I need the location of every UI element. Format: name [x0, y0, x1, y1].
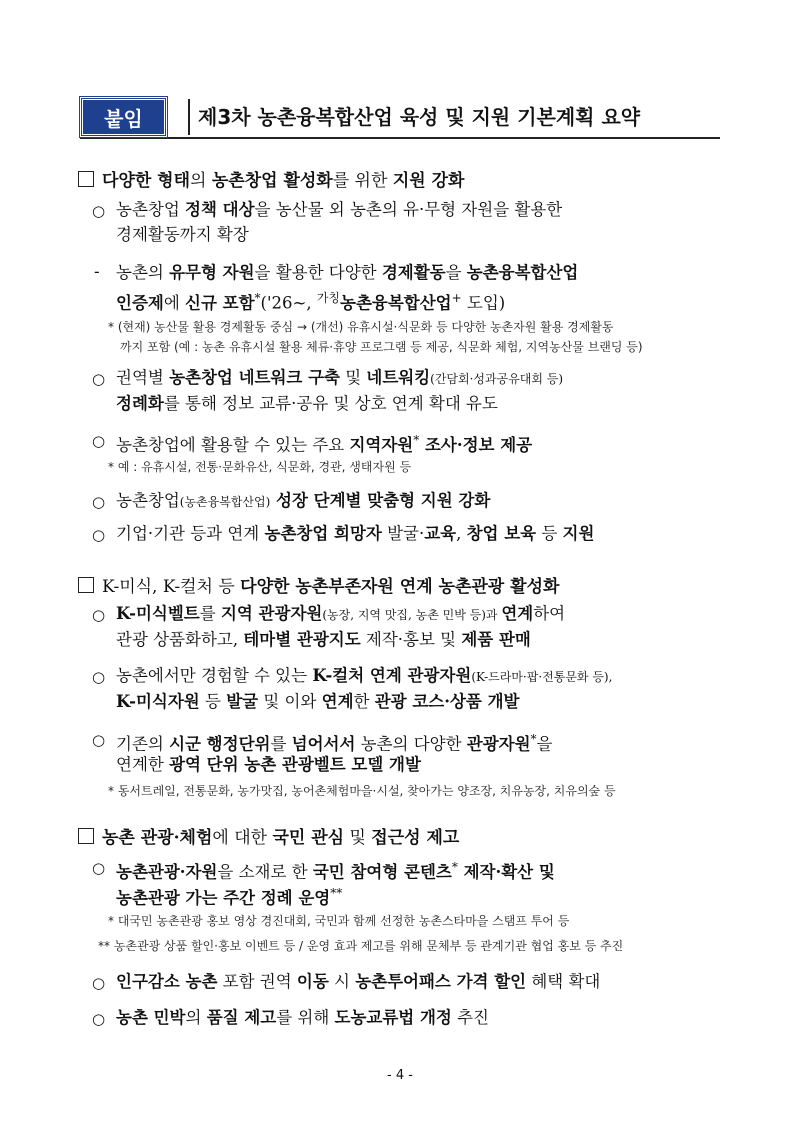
s1-item-2: 권역별 농촌창업 네트워크 구축 및 네트워킹(간담회·성과공유대회 등): [116, 368, 564, 387]
attachment-badge: 붙임: [80, 97, 167, 137]
s3-item-1-cont: 농촌관광 가는 주간 정례 운영**: [116, 886, 343, 908]
circle-bullet-icon: ○: [92, 974, 106, 992]
checkbox-square-icon: [78, 171, 94, 187]
s2-item-1: K-미식벨트를 지역 관광자원(농장, 지역 맛집, 농촌 민박 등)과 연계하여: [116, 604, 566, 623]
circle-bullet-icon: ○: [92, 202, 106, 220]
s1-item-4: 농촌창업(농촌융복합산업) 성장 단계별 맞춤형 지원 강화: [116, 491, 491, 510]
circle-bullet-icon: ○: [92, 606, 106, 624]
circle-bullet-icon: ○: [92, 1010, 106, 1028]
circle-bullet-icon: ○: [92, 731, 106, 749]
section-3-heading: 농촌 관광·체험에 대한 국민 관심 및 접근성 제고: [78, 823, 459, 848]
page-number: - 4 -: [387, 1068, 413, 1083]
s3-note-1: * 대국민 농촌관광 홍보 영상 경진대회, 국민과 함께 선정한 농촌스타마을 스탬프 투어 등: [108, 914, 570, 928]
s2-item-1-cont: 관광 상품화하고, 테마별 관광지도 제작·홍보 및 제품 판매: [116, 630, 531, 649]
s3-item-1: 농촌관광·자원을 소재로 한 국민 참여형 콘텐츠* 제작·확산 및: [116, 860, 555, 882]
checkbox-square-icon: [78, 577, 94, 593]
s1-note-1-cont: 까지 포함 (예 : 농촌 유휴시설 활용 체류·휴양 프로그램 등 제공, 식문화 체험, 지역농산물 브랜딩 등): [120, 340, 643, 354]
circle-bullet-icon: ○: [92, 432, 106, 450]
section-1-heading: 다양한 형태의 농촌창업 활성화를 위한 지원 강화: [78, 166, 464, 191]
s1-dash-1: 농촌의 유무형 자원을 활용한 다양한 경제활동을 농촌융복합산업: [116, 263, 579, 282]
checkbox-square-icon: [78, 828, 94, 844]
s1-item-1-cont: 경제활동까지 확장: [116, 225, 249, 244]
s1-dash-1-cont: 인증제에 신규 포함*('26~, $^{가칭}$농촌융복합산업+ 도입): [116, 291, 506, 313]
s1-item-2-cont: 정례화를 통해 정보 교류·공유 및 상호 연계 확대 유도: [116, 394, 498, 413]
circle-bullet-icon: ○: [92, 370, 106, 388]
s1-note-3: * 예 : 유휴시설, 전통·문화유산, 식문화, 경관, 생태자원 등: [108, 460, 412, 474]
section-2-heading: K-미식, K-컬처 등 다양한 농촌부존자원 연계 농촌관광 활성화: [78, 572, 559, 597]
s3-item-3: 농촌 민박의 품질 제고를 위해 도농교류법 개정 추진: [116, 1008, 489, 1027]
s1-item-3: 농촌창업에 활용할 수 있는 주요 지역자원* 조사·정보 제공: [116, 433, 533, 455]
circle-bullet-icon: ○: [92, 859, 106, 877]
s1-item-5: 기업·기관 등과 연계 농촌창업 희망자 발굴·교육, 창업 보육 등 지원: [116, 524, 595, 543]
dash-bullet: -: [94, 262, 100, 281]
circle-bullet-icon: ○: [92, 668, 106, 686]
s2-item-3: 기존의 시군 행정단위를 넘어서서 농촌의 다양한 관광자원*을: [116, 732, 553, 754]
s2-item-2-cont: K-미식자원 등 발굴 및 이와 연계한 관광 코스·상품 개발: [116, 692, 520, 711]
circle-bullet-icon: ○: [92, 526, 106, 544]
s1-note-1: * (현재) 농산물 활용 경제활동 중심 → (개선) 유휴시설·식문화 등 다양한 농촌자원 활용 경제활동: [108, 320, 614, 334]
s2-item-2: 농촌에서만 경험할 수 있는 K-컬처 연계 관광자원(K-드라마·팝·전통문화 등),: [116, 666, 613, 685]
s2-note-3: * 동서트레일, 전통문화, 농가맛집, 농어촌체험마을·시설, 찾아가는 양조장, 치유농장, 치유의숲 등: [108, 784, 616, 798]
page-title: 제3차 농촌융복합산업 육성 및 지원 기본계획 요약: [188, 99, 640, 135]
s3-note-2: ** 농촌관광 상품 할인·홍보 이벤트 등 / 운영 효과 제고를 위해 문체부 등 관계기관 협업 홍보 등 추진: [98, 939, 624, 953]
s3-item-2: 인구감소 농촌 포함 권역 이동 시 농촌투어패스 가격 할인 혜택 확대: [116, 972, 601, 991]
page-header: [80, 97, 720, 139]
s2-item-3-cont: 연계한 광역 단위 농촌 관광벨트 모델 개발: [116, 755, 421, 774]
s1-item-1: 농촌창업 정책 대상을 농산물 외 농촌의 유·무형 자원을 활용한: [116, 200, 563, 219]
circle-bullet-icon: ○: [92, 493, 106, 511]
